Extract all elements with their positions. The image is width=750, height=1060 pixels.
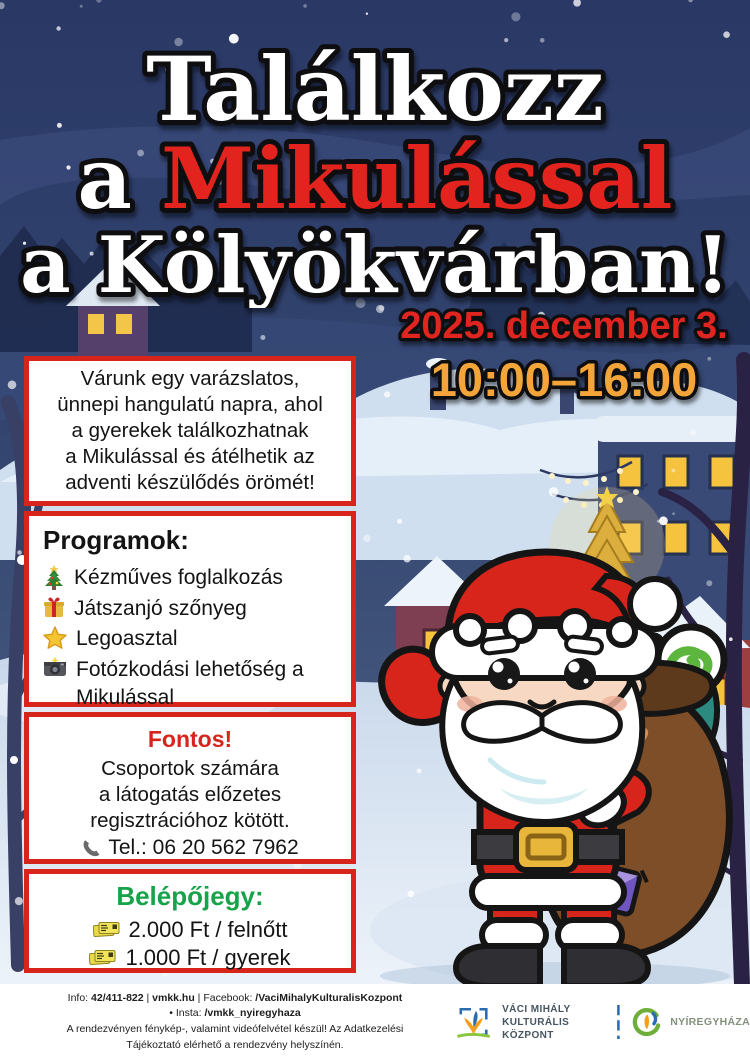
nyiregyhaza-logo-text: NYÍREGYHÁZA — [670, 1016, 750, 1028]
phone-icon — [81, 838, 101, 858]
insta-label: • Insta: — [169, 1007, 205, 1020]
santa-illustration — [350, 538, 750, 988]
phone-number: Tel.: 06 20 562 7962 — [108, 836, 299, 860]
footer-notice-line-1: A rendezvényen fénykép-, valamint videófelvétel készül! Az Adatkezelési — [66, 1023, 404, 1035]
footer-insta-line — [16, 1006, 454, 1022]
programs-heading: Programok: — [43, 525, 189, 555]
important-heading: Fontos! — [147, 726, 233, 752]
programs-list — [43, 564, 339, 712]
camera-icon — [43, 657, 67, 678]
separator: | — [143, 991, 153, 1004]
christmas-tree-icon — [43, 565, 65, 590]
program-label: Fotózkodási lehetőség a Mikulással — [76, 658, 304, 709]
program-label: Kézműves foglalkozás — [74, 566, 283, 589]
footer-notice-line-2: Tájékoztató elérhető a rendezvény helyszínén. — [126, 1038, 344, 1051]
poster-title — [0, 16, 750, 308]
important-line: a látogatás előzetes — [98, 783, 282, 807]
tickets-panel — [24, 869, 356, 973]
intro-line: a Mikulással és átélhetik az — [65, 445, 315, 469]
title-line-2 — [77, 129, 672, 228]
footer-logos — [454, 999, 750, 1045]
intro-line: a gyerekek találkozhatnak — [71, 418, 309, 442]
ticket-price: 2.000 Ft / felnőtt — [128, 917, 288, 942]
footer-contact-line — [16, 991, 454, 1007]
star-icon — [43, 626, 67, 649]
vmkk-name-line2: KULTURÁLIS KÖZPONT — [502, 1016, 570, 1041]
tickets-heading: Belépőjegy: — [116, 881, 264, 911]
ticket-row — [29, 944, 351, 972]
ticket-icon — [93, 921, 120, 938]
list-item — [43, 625, 339, 653]
intro-panel — [24, 356, 356, 506]
program-label: Legoasztal — [76, 627, 178, 651]
list-item — [43, 595, 339, 623]
title-line-3: a Kölyökvárban! — [20, 220, 730, 308]
vmkk-name-line1: VÁCI MIHÁLY — [502, 1003, 571, 1015]
footer-info-text — [0, 991, 454, 1054]
event-date: 2025. december 3. — [400, 305, 728, 347]
intro-line: ünnepi hangulatú napra, ahol — [57, 392, 323, 416]
event-time: 10:00–16:00 — [430, 353, 698, 406]
title-line-2-highlight: Mikulással — [161, 129, 673, 228]
footer-website: vmkk.hu — [152, 991, 195, 1004]
footer-facebook: /VaciMihalyKulturalisKozpont — [255, 991, 403, 1004]
event-date-time — [378, 298, 750, 416]
important-line: Csoportok számára — [101, 757, 279, 780]
intro-line: adventi készülődés örömét! — [65, 471, 315, 495]
title-line-1: Találkozz — [146, 37, 604, 141]
separator: | — [194, 991, 204, 1004]
gift-icon — [43, 596, 65, 618]
ticket-price: 1.000 Ft / gyerek — [125, 944, 291, 970]
logo-separator — [615, 1000, 622, 1044]
footer — [0, 984, 750, 1060]
list-item — [43, 656, 339, 711]
important-line: regisztrációhoz kötött. — [90, 809, 290, 833]
program-label: Játszanjó szőnyeg — [74, 596, 247, 620]
info-panels — [24, 356, 356, 973]
phone-row — [81, 836, 298, 860]
vmkk-logo-text — [502, 1003, 606, 1042]
title-line-2-prefix: a — [77, 129, 162, 228]
ticket-icon — [89, 949, 116, 966]
info-label: Info: — [67, 991, 92, 1004]
facebook-label: Facebook: — [203, 991, 256, 1004]
list-item — [43, 564, 339, 592]
intro-text — [57, 366, 323, 496]
ticket-row — [29, 916, 351, 944]
programs-panel — [24, 511, 356, 707]
important-panel — [24, 712, 356, 864]
footer-instagram: /vmkk_nyiregyhaza — [204, 1007, 301, 1020]
intro-line: Várunk egy varázslatos, — [80, 366, 300, 390]
nyiregyhaza-logo-icon — [631, 1004, 662, 1040]
footer-phone: 42/411-822 — [91, 991, 144, 1004]
vmkk-logo-icon — [454, 999, 493, 1045]
